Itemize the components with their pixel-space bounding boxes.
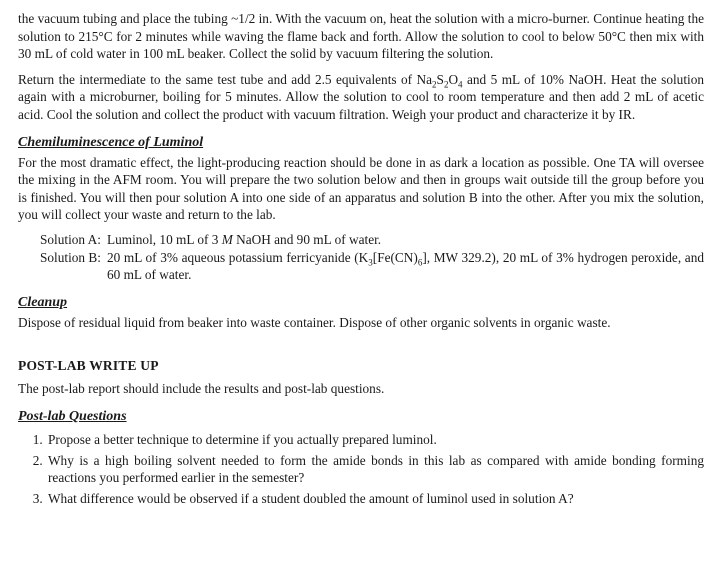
cleanup-heading: Cleanup: [18, 294, 68, 310]
solution-b-text: [107, 249, 704, 284]
intro-paragraph-1: the vacuum tubing and place the tubing ~1/2 in. With the vacuum on, heat the solution with a micro-burner. Continue heating the solution to 215°C for 2 minutes while waving the flame back and forth. Allow the solution to cool to below 50°C then mix with 30 mL of cold water in 100 mL beaker. Collect the solid by vacuum filtering the solution.: [18, 11, 704, 62]
solution-a: [40, 231, 704, 249]
solution-b: [40, 249, 704, 284]
solution-b-text-3: ], MW 329.2), 20 mL of 3% hydrogen peroxide, and 60 mL of water.: [106, 249, 704, 283]
solution-a-text-2: NaOH and 90 mL of water.: [232, 231, 382, 247]
para2-sub-1: 2: [432, 79, 437, 90]
cleanup-paragraph: Dispose of residual liquid from beaker into waste container. Dispose of other organic solvents in organic waste.: [18, 314, 611, 330]
chemiluminescence-paragraph: For the most dramatic effect, the light-producing reaction should be done in as dark a location as possible. One TA will oversee the mixing in the AFM room. You will prepare the two solution below and then in groups wait outside till the group before you is finished. You will then pour solution A into one side of an apparatus and solution B into the other. After you mix the solution, you will collect your waste and return to the lab.: [18, 154, 704, 223]
post-lab-questions-heading: Post-lab Questions: [18, 408, 127, 424]
solution-b-text-1: 20 mL of 3% aqueous potassium ferricyanide (K: [106, 249, 369, 265]
intro-paragraph-2: [18, 71, 704, 124]
question-item: 1. Propose a better technique to determine if you actually prepared luminol.: [46, 431, 704, 449]
solution-a-text-1: Luminol, 10 mL of 3: [106, 231, 222, 247]
solution-b-sub-1: 3: [368, 257, 373, 268]
solution-a-label: Solution A:: [40, 231, 101, 247]
para2-text-c: O: [448, 71, 459, 87]
para2-sub-2: 2: [443, 79, 449, 90]
solution-b-sub-2: 6: [417, 257, 423, 268]
para2-text-d: and 5 mL of 10% NaOH. Heat the solution again with a microburner, boiling for 5 minutes. Allow the solution to cool to room temperature and then add 2 mL of acetic acid. Cool the solution and collect the product with vacuum filtration. Weigh your product and characterize it by IR.: [18, 71, 704, 122]
para2-sub-3: 4: [458, 79, 463, 90]
question-item: 3. What difference would be observed if a student doubled the amount of luminol used in solution A?: [46, 490, 704, 508]
solution-b-text-2: [Fe(CN): [372, 249, 418, 265]
para2-text-a: Return the intermediate to the same test tube and add 2.5 equivalents of Na: [18, 71, 433, 87]
post-lab-paragraph: The post-lab report should include the results and post-lab questions.: [18, 381, 385, 397]
question-item: 2. Why is a high boiling solvent needed to form the amide bonds in this lab as compared with amide bonding forming reactions you performed earlier in the semester?: [46, 452, 704, 487]
post-lab-heading: POST-LAB WRITE UP: [18, 358, 159, 374]
solution-a-molar: M: [221, 231, 233, 247]
para2-text-b: S: [436, 71, 444, 87]
questions-list: [18, 431, 704, 507]
solution-a-text: [107, 231, 704, 249]
solution-b-label: Solution B:: [40, 249, 101, 265]
chemiluminescence-heading: Chemiluminescence of Luminol: [18, 134, 204, 150]
